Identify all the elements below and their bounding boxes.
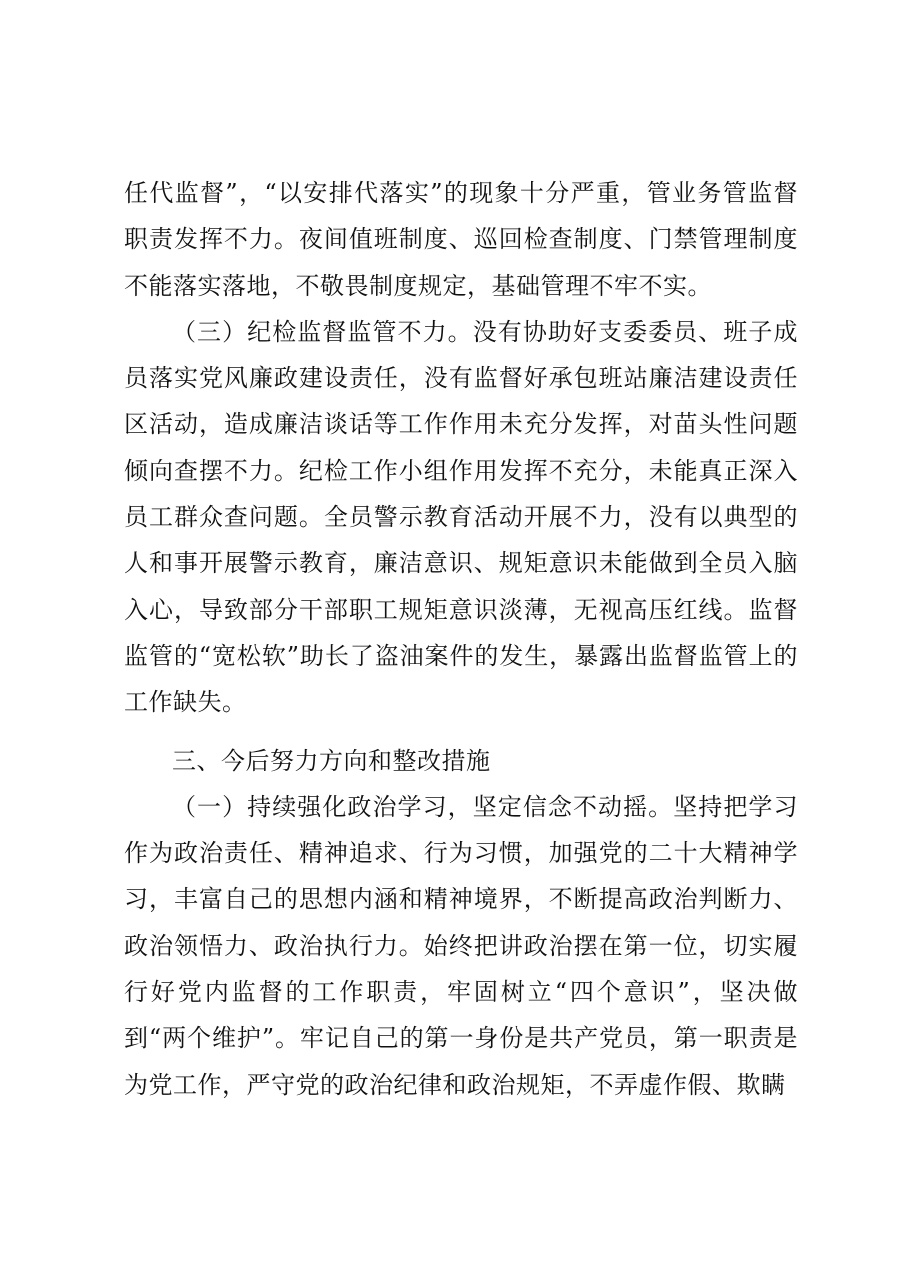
section-heading: 三、今后努力方向和整改措施 bbox=[172, 746, 491, 775]
paragraph-political-study: （一）持续强化政治学习，坚定信念不动摇。坚持把学习作为政治责任、精神追求、行为习惯，加强党的二十大精神学习，丰富自己的思想内涵和精神境界，不断提高政治判断力、政治领悟力、政治执行力。始终把讲政治摆在第一位，切实履行好党内监督的工作职责，牢固树立“四个意识”，坚决做到“两个维护”。牢记自己的第一身份是共产党员，第一职责是为党工作，严守党的政治纪律和政治规矩，不弄虚作假、欺瞒 bbox=[124, 792, 798, 1099]
paragraph-continuation: 任代监督”，“以安排代落实”的现象十分严重，管业务管监督职责发挥不力。夜间值班制度、巡回检查制度、门禁管理制度不能落实落地，不敬畏制度规定，基础管理不牢不实。 bbox=[124, 179, 798, 300]
paragraph-discipline-supervision: （三）纪检监督监管不力。没有协助好支委委员、班子成员落实党风廉政建设责任，没有监督好承包班站廉洁建设责任区活动，造成廉洁谈话等工作作用未充分发挥，对苗头性问题倾向查摆不力。纪检工作小组作用发挥不充分，未能真正深入员工群众查问题。全员警示教育活动开展不力，没有以典型的人和事开展警示教育，廉洁意识、规矩意识未能做到全员入脑入心，导致部分干部职工规矩意识淡薄，无视高压红线。监督监管的“宽松软”助长了盗油案件的发生，暴露出监督监管上的工作缺失。 bbox=[124, 317, 798, 717]
document-body bbox=[124, 170, 798, 1108]
